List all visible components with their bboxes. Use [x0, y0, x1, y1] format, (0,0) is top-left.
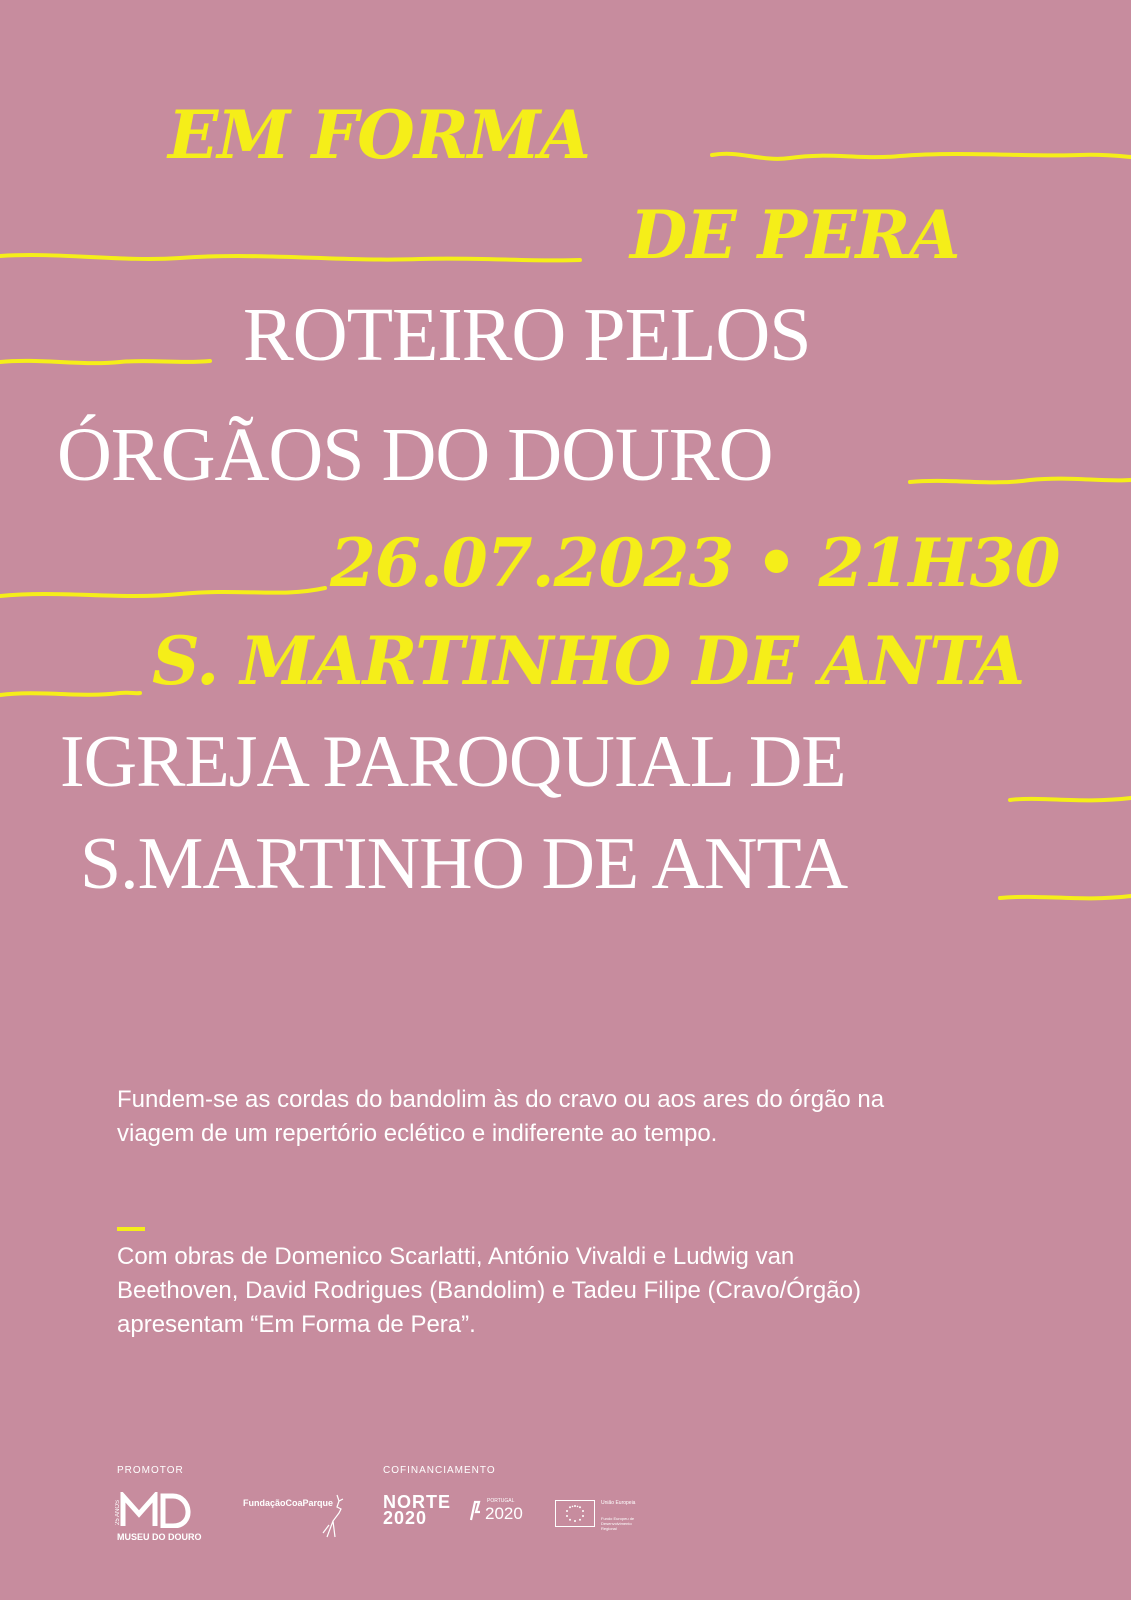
venue-line-1: IGREJA PAROQUIAL DE — [60, 721, 846, 803]
deer-icon — [319, 1493, 349, 1541]
portugal-logo-small: PORTUGAL — [487, 1498, 515, 1504]
promotor-label: PROMOTOR — [117, 1465, 184, 1476]
wavy-line — [0, 361, 210, 363]
event-date-time: 26.07.2023 • 21H30 — [330, 524, 1060, 602]
wavy-line — [910, 479, 1131, 483]
description-paragraph-1: Fundem-se as cordas do bandolim às do cravo ou aos ares do órgão na viagem de um repertório eclético e indiferente ao tempo. — [117, 1086, 885, 1147]
description-paragraph-2: Com obras de Domenico Scarlatti, António Vivaldi e Ludwig van Beethoven, David Rodrigues (Bandolim) e Tadeu Filipe (Cravo/Órgão) apresentam “Em Forma de Pera”. — [117, 1243, 861, 1338]
fundacao-logo-text: FundaçãoCoaParque — [243, 1498, 334, 1508]
eu-flag-icon — [555, 1500, 595, 1527]
norte-logo-bottom: 2020 — [383, 1508, 428, 1528]
wavy-line — [1000, 896, 1131, 898]
event-location: S. MARTINHO DE ANTA — [152, 622, 1025, 700]
norte-logo-top: NORTE — [383, 1492, 451, 1512]
separator-dash — [117, 1227, 145, 1231]
portugal-flag-mark-icon — [469, 1500, 481, 1522]
museu-logo-anos: 25 ANOS — [115, 1500, 121, 1526]
wavy-line — [0, 588, 325, 596]
wavy-line — [0, 693, 140, 695]
wavy-line — [1010, 798, 1131, 800]
subtitle-line-orgaos: ÓRGÃOS DO DOURO — [57, 413, 773, 497]
museu-douro-md-mark — [117, 1492, 197, 1528]
wavy-line — [0, 255, 580, 260]
title-line-de-pera: DE PERA — [630, 196, 960, 274]
eu-stars-icon — [556, 1501, 594, 1526]
eu-logo-title: União Europeia — [601, 1500, 636, 1506]
museu-logo-name: MUSEU DO DOURO — [117, 1532, 202, 1542]
museu-do-douro-logo — [115, 1492, 202, 1547]
uniao-europeia-logo — [555, 1500, 665, 1532]
eu-logo-fund: Fundo Europeu de Desenvolvimento Regional — [601, 1516, 635, 1531]
wavy-line — [712, 154, 1131, 159]
norte-2020-logo — [383, 1492, 453, 1532]
fundacao-coa-parque-logo — [243, 1493, 353, 1553]
subtitle-line-roteiro: ROTEIRO PELOS — [243, 293, 811, 377]
cofinanciamento-label: COFINANCIAMENTO — [383, 1465, 496, 1476]
venue-line-2: S.MARTINHO DE ANTA — [80, 823, 848, 905]
title-line-em-forma: EM FORMA — [168, 96, 590, 174]
portugal-logo-year: 2020 — [485, 1504, 523, 1523]
portugal-2020-logo — [469, 1498, 544, 1528]
